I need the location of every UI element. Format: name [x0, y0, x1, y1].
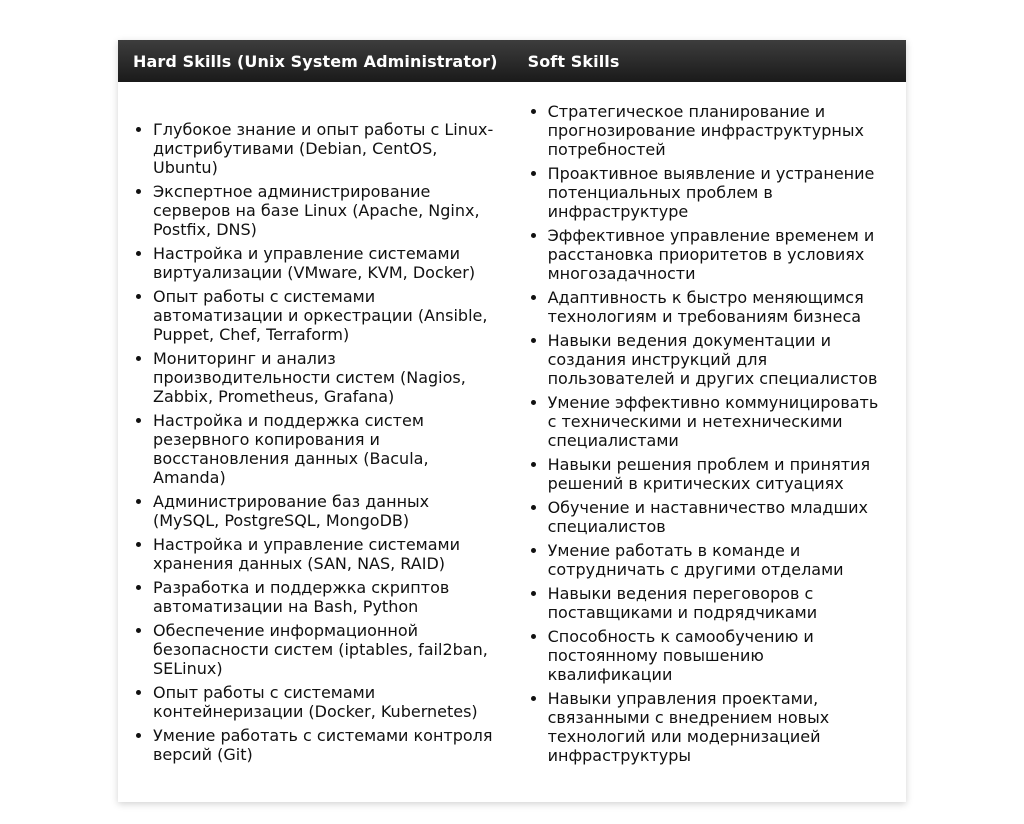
- list-item: • Глубокое знание и опыт работы с Linux-дистрибутивами (Debian, CentOS, Ubuntu): [153, 120, 498, 177]
- list-item: • Навыки ведения документации и создания инструкций для пользователей и других специалистов: [548, 331, 891, 388]
- list-item: • Способность к самообучению и постоянному повышению квалификации: [548, 627, 891, 684]
- soft-skills-cell: [513, 82, 906, 770]
- list-item: • Разработка и поддержка скриптов автоматизации на Bash, Python: [153, 578, 498, 616]
- hard-skills-cell: [118, 82, 513, 770]
- list-item: • Опыт работы с системами автоматизации и оркестрации (Ansible, Puppet, Chef, Terraform): [153, 287, 498, 344]
- table-row: [118, 82, 906, 770]
- list-item: • Стратегическое планирование и прогнозирование инфраструктурных потребностей: [548, 102, 891, 159]
- list-item: • Эффективное управление временем и расстановка приоритетов в условиях многозадачности: [548, 226, 891, 283]
- soft-skills-list: [528, 102, 891, 765]
- list-item: • Экспертное администрирование серверов на базе Linux (Apache, Nginx, Postfix, DNS): [153, 182, 498, 239]
- list-item: • Настройка и управление системами хранения данных (SAN, NAS, RAID): [153, 535, 498, 573]
- skills-table: [118, 40, 906, 770]
- header-soft-skills: Soft Skills: [513, 40, 906, 82]
- list-item: • Навыки управления проектами, связанными с внедрением новых технологий или модернизацией инфраструктуры: [548, 689, 891, 765]
- header-hard-skills: Hard Skills (Unix System Administrator): [118, 40, 513, 82]
- list-item: • Опыт работы с системами контейнеризации (Docker, Kubernetes): [153, 683, 498, 721]
- hard-skills-list: [133, 120, 498, 764]
- list-item: • Обучение и наставничество младших специалистов: [548, 498, 891, 536]
- list-item: • Умение работать в команде и сотрудничать с другими отделами: [548, 541, 891, 579]
- list-item: • Мониторинг и анализ производительности систем (Nagios, Zabbix, Prometheus, Grafana): [153, 349, 498, 406]
- list-item: • Адаптивность к быстро меняющимся технологиям и требованиям бизнеса: [548, 288, 891, 326]
- skills-card: [118, 40, 906, 802]
- table-header-row: [118, 40, 906, 82]
- list-item: • Администрирование баз данных (MySQL, PostgreSQL, MongoDB): [153, 492, 498, 530]
- list-item: • Умение эффективно коммуницировать с техническими и нетехническими специалистами: [548, 393, 891, 450]
- list-item: • Проактивное выявление и устранение потенциальных проблем в инфраструктуре: [548, 164, 891, 221]
- list-item: • Обеспечение информационной безопасности систем (iptables, fail2ban, SELinux): [153, 621, 498, 678]
- list-item: • Настройка и управление системами виртуализации (VMware, KVM, Docker): [153, 244, 498, 282]
- list-item: • Умение работать с системами контроля версий (Git): [153, 726, 498, 764]
- list-item: • Настройка и поддержка систем резервного копирования и восстановления данных (Bacula, Amanda): [153, 411, 498, 487]
- list-item: • Навыки решения проблем и принятия решений в критических ситуациях: [548, 455, 891, 493]
- list-item: • Навыки ведения переговоров с поставщиками и подрядчиками: [548, 584, 891, 622]
